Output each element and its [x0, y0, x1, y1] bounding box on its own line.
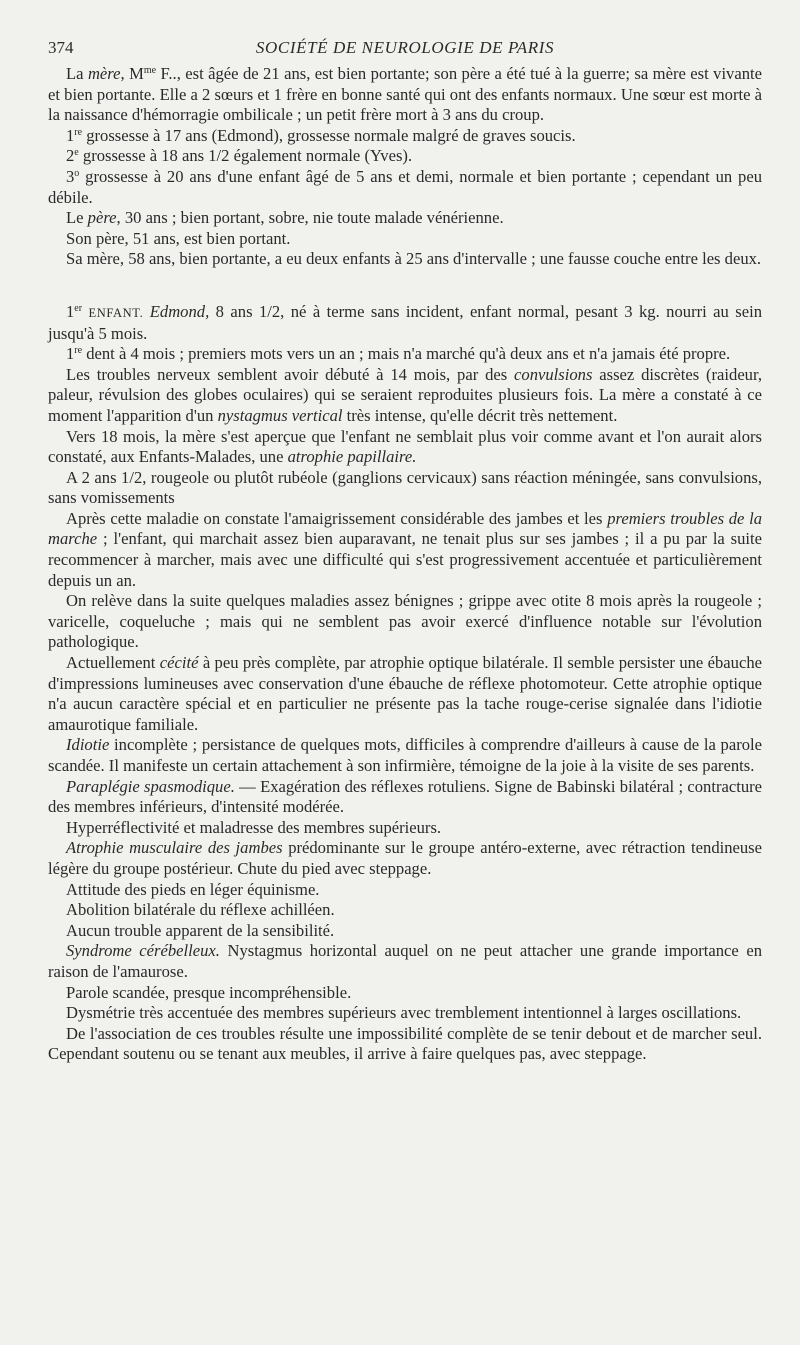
paragraph-first-tooth: 1re dent à 4 mois ; premiers mots vers un an ; mais n'a marché qu'à deux ans et n'a jamais été propre. — [66, 344, 731, 364]
paragraph-hyperreflectivity: Hyperréflectivité et maladresse des membres supérieurs. — [66, 817, 442, 837]
paragraph-paternal-grandfather: Son père, 51 ans, est bien portant. — [66, 228, 291, 248]
paragraph-conclusion: De l'association de ces troubles résulte une impossibilité complète de se tenir debout et de marcher seul. Cependant soutenu ou se tenant aux meubles, il arrive à faire quelques pas, avec steppage. — [48, 1023, 762, 1064]
paragraph-first-child: 1er ENFANT. Edmond, 8 ans 1/2, né à terme sans incident, enfant normal, pesant 3 kg. nourri au sein jusqu'à 5 mois. — [48, 301, 763, 343]
paragraph-dysmetria: Dysmétrie très accentuée des membres supérieurs avec tremblement intentionnel à larges oscillations. — [66, 1003, 742, 1023]
running-title: SOCIÉTÉ DE NEUROLOGIE DE PARIS — [255, 38, 555, 57]
paragraph-illnesses: On relève dans la suite quelques maladies assez bénignes ; grippe avec otite 8 mois après la rougeole ; varicelle, coqueluche ; mais qui ne semblent pas avoir exercé d'influence notable sur l'évolution pathologique. — [48, 591, 762, 652]
article-body — [48, 64, 762, 1065]
paragraph-achilles-reflex: Abolition bilatérale du réflexe achilléen. — [66, 900, 335, 920]
paragraph-first-pregnancy: 1re grossesse à 17 ans (Edmond), grossesse normale malgré de graves soucis. — [66, 125, 576, 145]
section-gap — [48, 270, 762, 302]
paragraph-muscular-atrophy: Atrophie musculaire des jambes prédominante sur le groupe antéro-externe, avec rétraction tendineuse légère du groupe postérieur. Chute du pied avec steppage. — [48, 838, 763, 878]
paragraph-convulsions: Les troubles nerveux semblent avoir débuté à 14 mois, par des convulsions assez discrètes (raideur, paleur, révulsion des globes oculaires) qui se seraient reproduites plusieurs fois. La mère a constaté à ce moment l'apparition d'un nystagmus vertical très intense, qu'elle décrit très nettement. — [48, 364, 762, 425]
paragraph-blindness: Actuellement cécité à peu près complète, par atrophie optique bilatérale. Il semble persister une ébauche d'impressions lumineuses avec conservation d'une ébauche de réflexe photomoteur. Cette atrophie optique n'a aucun caractère spécial et en particulier ne présente pas la tache rouge-cerise signalée dans l'idiotie amaurotique familiale. — [48, 653, 762, 734]
paragraph-speech: Parole scandée, presque incompréhensible. — [66, 982, 352, 1002]
paragraph-paraplegia: Paraplégie spasmodique. — Exagération des réflexes rotuliens. Signe de Babinski bilatéral ; contracture des membres inférieurs, d'intensité modérée. — [48, 776, 763, 817]
paragraph-third-pregnancy: 3$^o$ grossesse à 20 ans d'une enfant âgé de 5 ans et demi, normale et bien portante ; cependant un peu débile. — [48, 166, 762, 207]
paragraph-father: Le père, 30 ans ; bien portant, sobre, nie toute malade vénérienne. — [66, 208, 504, 228]
paragraph-idiocy: Idiotie incomplète ; persistance de quelques mots, difficiles à comprendre d'ailleurs à cause de la parole scandée. Il manifeste un certain attachement à son infirmière, témoigne de la joie à la visite de ses parents. — [48, 735, 762, 775]
paragraph-walking-troubles: Après cette maladie on constate l'amaigrissement considérable des jambes et les premiers troubles de la marche ; l'enfant, qui marchait assez bien auparavant, ne tenait plus sur ses jambes ; il a pu par la suite recommencer à marcher, mais avec une difficulté qui s'est progressivement accentuée et particulièrement depuis un an. — [48, 508, 762, 590]
paragraph-sensibility: Aucun trouble apparent de la sensibilité. — [66, 920, 335, 940]
paragraph-cerebellar-syndrome: Syndrome cérébelleux. Nystagmus horizontal auquel on ne peut attacher une grande importance en raison de l'amaurose. — [48, 941, 762, 981]
paragraph-equinism: Attitude des pieds en léger équinisme. — [66, 879, 320, 899]
paragraph-second-pregnancy: 2e grossesse à 18 ans 1/2 également normale (Yves). — [66, 146, 413, 166]
paragraph-paternal-grandmother: Sa mère, 58 ans, bien portante, a eu deux enfants à 25 ans d'intervalle ; une fausse couche entre les deux. — [66, 249, 762, 269]
page-number: 374 — [48, 38, 74, 57]
paragraph-vision-loss: Vers 18 mois, la mère s'est aperçue que l'enfant ne semblait plus voir comme avant et l'on aurait alors constaté, aux Enfants-Malades, une atrophie papillaire. — [48, 426, 762, 467]
page-header — [48, 38, 762, 64]
paragraph-rubella: A 2 ans 1/2, rougeole ou plutôt rubéole (ganglions cervicaux) sans réaction méningée, sans convulsions, sans vomissements — [48, 467, 762, 508]
paragraph-mother: La mère, $M^{me}$ F.., est âgée de 21 ans, est bien portante; son père a été tué à la guerre; sa mère est vivante et bien portante. Elle a 2 sœurs et 1 frère en bonne santé qui ont des enfants normaux. Une sœur est morte à la naissance d'hémorragie ombilicale ; un petit frère mort à 3 ans du croup. — [48, 64, 762, 125]
